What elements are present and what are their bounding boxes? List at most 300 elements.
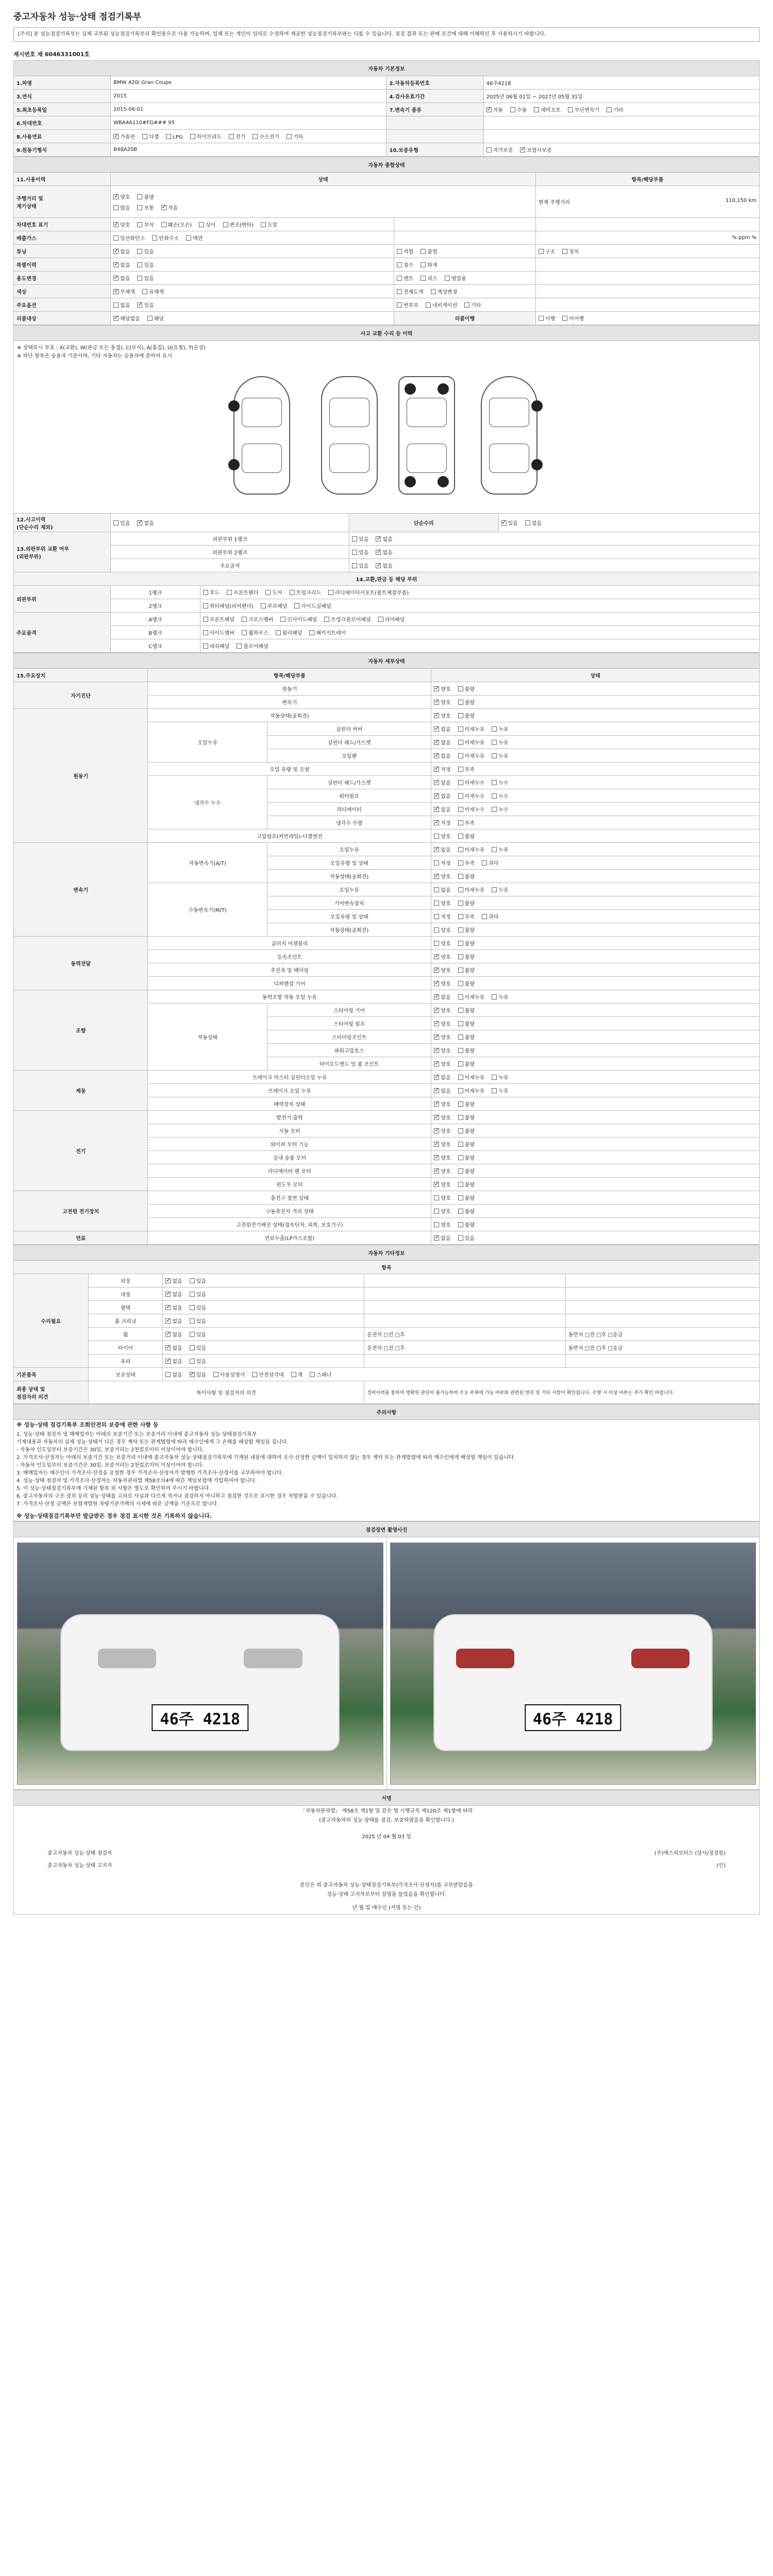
checkbox[interactable] [352,548,368,556]
checkbox[interactable] [223,221,254,228]
detail-row [14,1191,760,1205]
checkbox[interactable] [397,261,413,268]
checkbox-label: 양호 [441,1169,451,1175]
checkbox[interactable] [458,1060,475,1067]
detail-row [14,990,760,1004]
checkbox[interactable] [434,1167,450,1175]
checkbox[interactable] [492,725,508,733]
checkbox[interactable] [458,1020,475,1027]
checkbox-label: 누유 [498,1089,509,1094]
checkbox[interactable] [166,134,182,140]
checkbox[interactable] [137,204,154,211]
checkbox[interactable] [434,832,450,840]
checkbox[interactable] [458,805,485,813]
checkbox[interactable] [458,1100,475,1108]
rank-label: 2랭크 [111,599,200,613]
checkbox[interactable] [113,204,130,211]
checkbox[interactable] [165,1317,182,1325]
checkbox[interactable] [190,1357,206,1365]
checkbox-label: 양호 [441,714,451,719]
checkbox[interactable] [252,1370,283,1378]
checkbox[interactable] [464,301,481,309]
checkbox[interactable] [482,912,498,920]
checkbox[interactable] [203,615,234,623]
checkbox[interactable] [458,778,485,786]
checkbox[interactable] [568,106,599,113]
checkbox[interactable] [434,752,450,759]
checkbox[interactable] [434,765,450,773]
checkbox-label: 미세누수 [464,794,485,800]
checkbox[interactable] [324,615,371,623]
checkbox-label: 없음 [441,848,451,853]
checkbox-label: 양호 [441,1142,451,1148]
main-group-label: 주요골격 [14,613,111,653]
note-line: - 자동차 인도일부터 보증기간은 30일, 보증거리는 2천킬로미터 이상이어야 합니다. [16,1463,204,1468]
checkbox[interactable] [190,1317,206,1325]
checkbox[interactable] [190,1277,206,1284]
checkbox[interactable] [492,792,508,800]
simple-repair-label: 단순수리 [349,514,498,532]
checkbox[interactable] [434,966,450,974]
basic-label: 4.검사유효기간 [386,90,483,103]
checkbox[interactable] [458,1113,475,1121]
checkbox[interactable] [290,588,321,596]
checkbox[interactable] [161,204,178,211]
checkbox[interactable] [265,588,282,596]
checkbox[interactable] [397,247,413,255]
checkbox[interactable] [190,1370,206,1378]
checkbox[interactable] [137,221,154,228]
checkbox-label: 없음 [441,888,451,893]
checkbox[interactable] [482,859,498,867]
checkbox[interactable] [458,752,485,759]
checkbox[interactable] [421,261,437,268]
detail-group-label: 연료 [14,1231,148,1245]
confirm-line1: 본인은 위 중고자동차 성능·상태점검기록부(가격조사·산정서)를 교부받았음을 [300,1883,473,1888]
checkbox-label: 불법 [427,249,438,255]
checkbox[interactable] [458,1033,475,1041]
checkbox[interactable] [113,221,130,228]
checkbox[interactable] [237,642,268,650]
checkbox[interactable] [510,106,527,113]
detail-item-label: 고전원전기배선 상태(접속단자, 피복, 보호기구) [148,1218,431,1231]
checkbox[interactable] [229,132,245,140]
checkbox-label: 없음 [441,754,451,759]
checkbox[interactable] [458,1140,475,1148]
detail-state-table [13,653,760,1245]
checkbox[interactable] [458,1234,475,1242]
emission-units: % ppm % [732,235,757,241]
checkbox-label: 없음 [441,1075,451,1081]
checkbox[interactable] [152,234,179,242]
checkbox[interactable] [562,314,584,322]
basic-info-table [13,60,760,157]
checkbox[interactable] [276,629,303,636]
checkbox[interactable] [434,1006,450,1014]
checkbox[interactable] [434,939,450,947]
checkbox[interactable] [397,301,418,309]
checkbox[interactable] [310,1370,331,1378]
checkbox[interactable] [203,602,254,609]
checkbox[interactable] [113,301,130,309]
checkbox-label: 색상변경 [437,290,458,295]
checkbox[interactable] [113,261,130,268]
checkbox[interactable] [458,738,485,746]
checkbox[interactable] [426,301,457,309]
checkbox[interactable] [113,274,130,282]
checkbox-label: 적정 [441,861,451,867]
checkbox-label: 없음 [531,521,542,527]
rank-label: 1랭크 [111,586,200,599]
other-item-label: 타이어 [88,1341,163,1354]
checkbox[interactable] [434,1140,450,1148]
checkbox[interactable] [203,642,230,650]
checkbox[interactable] [142,132,159,140]
checkbox-label: 양호 [441,1129,451,1134]
checkbox[interactable] [458,1180,475,1188]
checkbox[interactable] [434,1180,450,1188]
checkbox-label: 있음 [196,1359,207,1365]
checkbox[interactable] [434,1194,450,1201]
detail-group-label: 변속기 [14,843,148,937]
checkbox-label: 전기 [236,134,246,140]
checkbox[interactable] [492,1073,508,1081]
checkbox[interactable] [458,725,485,733]
checkbox[interactable] [458,1087,485,1094]
checkbox-label: 잭 [297,1372,303,1378]
checkbox[interactable] [434,1154,450,1161]
side-detail: 운전석 □전 □후 [364,1341,566,1354]
checkbox[interactable] [421,274,437,282]
checkbox-label: 보험사보증 [527,148,552,154]
checkbox-label: 불량 [464,1102,475,1108]
checkbox[interactable] [458,1127,475,1134]
detail-item-label: 시동 모터 [148,1124,431,1138]
checkbox[interactable] [378,615,405,623]
checkbox-label: 양호 [441,1048,451,1054]
detail-item-label: 오일팬 [267,749,431,762]
mileage-note: 현재 주행거리 [538,200,570,206]
checkbox[interactable] [213,1370,245,1378]
checkbox-label: 프론트펜더 [233,590,259,596]
checkbox[interactable] [458,859,475,867]
header-item: 항목 [14,1261,760,1274]
detail-item-label: 작동상태(공회전) [148,709,431,722]
checkbox-label: 누수 [498,794,509,800]
other-item-label: 휠 [88,1328,163,1341]
checkbox-label: 대쉬패널 [209,644,230,650]
checkbox-label: 없음 [441,807,451,813]
checkbox[interactable] [458,926,475,934]
checkbox[interactable] [458,993,485,1001]
checkbox-label: 없음 [172,1332,182,1338]
outer-rank1-label: 외판부위 1랭크 [111,532,349,546]
checkbox-label: 불량 [464,1022,475,1027]
checkbox[interactable] [352,535,368,543]
checkbox[interactable] [137,301,154,309]
rear-plate: 46주 4218 [525,1704,621,1731]
checkbox-label: 누유 [498,848,509,853]
checkbox[interactable] [492,845,508,853]
checkbox[interactable] [434,899,450,907]
checkbox[interactable] [113,234,145,242]
checkbox-label: 있음 [359,550,369,556]
checkbox[interactable] [190,1344,206,1351]
checkbox-label: 불량 [464,1142,475,1148]
checkbox[interactable] [492,886,508,893]
checkbox[interactable] [539,314,555,322]
checkbox[interactable] [607,106,623,113]
checkbox[interactable] [458,1194,475,1201]
checkbox[interactable] [492,1087,508,1094]
checkbox[interactable] [434,845,450,853]
checkbox-label: 침수 [403,263,414,268]
checkbox[interactable] [328,588,409,596]
checkbox-label: 없음 [441,1089,451,1094]
checkbox-label: 불량 [464,1156,475,1161]
checkbox[interactable] [434,1046,450,1054]
checkbox[interactable] [137,193,154,200]
checkbox[interactable] [113,314,140,322]
sign-date: 2025 년 04 월 03 일 [362,1834,411,1840]
section-detail-state: 자동차 세부상태 [14,653,760,669]
mileage-label: 주행거리 및 계기상태 [14,186,111,218]
checkbox[interactable] [434,1221,450,1228]
detail-item-label: 원동기 [148,682,431,696]
checkbox[interactable] [190,1290,206,1298]
checkbox[interactable] [352,562,368,569]
checkbox-label: 부식 [144,223,154,228]
checkbox[interactable] [458,1073,485,1081]
detail-item-label: 실내 송풍 모터 [148,1151,431,1164]
checkbox[interactable] [458,966,475,974]
detail-item-label: 배력장치 상태 [148,1097,431,1111]
checkbox[interactable] [458,685,475,692]
checkbox[interactable] [434,1073,450,1081]
checkbox[interactable] [434,926,450,934]
checkbox[interactable] [458,792,485,800]
detail-item-label: 스티어링조인트 [267,1030,431,1044]
checkbox[interactable] [161,221,192,228]
checkbox-label: 미세누수 [464,807,485,813]
detail-item-label: 오일 유량 및 오염 [148,762,431,776]
checkbox[interactable] [165,1290,182,1298]
checkbox[interactable] [434,1127,450,1134]
checkbox[interactable] [165,1370,182,1378]
checkbox[interactable] [434,738,450,746]
checkbox-label: 누유 [498,754,509,759]
checkbox[interactable] [434,993,450,1001]
checkbox[interactable] [242,615,273,623]
checkbox[interactable] [525,519,542,527]
checkbox[interactable] [458,1167,475,1175]
detail-sub-label: 수동변속기(M/T) [148,883,267,937]
checkbox[interactable] [434,685,450,692]
checkbox[interactable] [434,979,450,987]
checkbox[interactable] [113,519,130,527]
checkbox[interactable] [445,274,466,282]
checkbox[interactable] [458,1154,475,1161]
detail-item-label: 클러치 어셈블리 [148,937,431,950]
checkbox[interactable] [397,274,413,282]
checkbox-label: 있음 [508,521,518,527]
checkbox[interactable] [434,872,450,880]
checkbox[interactable] [434,725,450,733]
inspection-report [13,7,760,2563]
checkbox-label: 양호 [120,223,130,228]
checkbox[interactable] [492,752,508,759]
checkbox[interactable] [486,106,503,113]
checkbox[interactable] [280,615,317,623]
checkbox[interactable] [458,939,475,947]
checkbox[interactable] [294,602,331,609]
header-usage-history: 11.사용이력 [14,173,111,186]
checkbox[interactable] [520,146,551,154]
checkbox[interactable] [539,247,555,255]
checkbox[interactable] [501,519,518,527]
checkbox-label: 쿼터패널(리어펜더) [209,604,254,609]
checkbox[interactable] [190,1330,206,1338]
checkbox[interactable] [434,1100,450,1108]
checkbox[interactable] [421,247,437,255]
checkbox[interactable] [458,819,475,826]
checkbox[interactable] [137,261,154,268]
checkbox[interactable] [199,221,215,228]
checkbox[interactable] [434,859,450,867]
checkbox[interactable] [261,602,288,609]
checkbox[interactable] [431,287,458,295]
detail-item-label: 라디에이터 팬 모터 [148,1164,431,1178]
checkbox[interactable] [434,1087,450,1094]
checkbox[interactable] [458,698,475,706]
checkbox[interactable] [458,832,475,840]
checkbox-label: 양호 [441,928,451,934]
checkbox[interactable] [165,1344,182,1351]
checkbox[interactable] [458,872,475,880]
checkbox[interactable] [434,819,450,826]
checkbox[interactable] [113,193,130,200]
checkbox[interactable] [434,792,450,800]
checkbox-label: 누수 [498,807,509,813]
checkbox[interactable] [458,899,475,907]
checkbox[interactable] [458,765,475,773]
checkbox-label: 미세누유 [464,1075,485,1081]
checkbox[interactable] [165,1277,182,1284]
basic-value: 46주4218 [483,76,759,90]
checkbox[interactable] [137,247,154,255]
checkbox[interactable] [287,132,303,140]
checkbox[interactable] [376,535,392,543]
checkbox[interactable] [261,221,277,228]
checkbox[interactable] [376,562,392,569]
checkbox[interactable] [291,1370,303,1378]
checkbox[interactable] [434,1020,450,1027]
checkbox[interactable] [486,146,513,154]
checkbox[interactable] [113,247,130,255]
checkbox[interactable] [434,1033,450,1041]
checkbox[interactable] [434,698,450,706]
checkbox[interactable] [458,711,475,719]
checkbox-label: 불량 [464,1008,475,1014]
checkbox[interactable] [242,629,268,636]
checkbox[interactable] [376,548,392,556]
checkbox-label: 무단변속기 [574,108,600,113]
checkbox[interactable] [142,287,164,295]
detail-row [14,1231,760,1245]
checkbox[interactable] [458,845,485,853]
other-item-label: 유리 [88,1354,163,1368]
checkbox[interactable] [492,778,508,786]
checkbox[interactable] [434,953,450,960]
checkbox[interactable] [113,287,135,295]
checkbox[interactable] [190,132,222,140]
detail-item-label: 오일유량 및 상태 [267,856,431,870]
checkbox[interactable] [434,1207,450,1215]
checkbox[interactable] [562,247,579,255]
checkbox[interactable] [434,778,450,786]
checkbox[interactable] [137,274,154,282]
checkbox[interactable] [492,805,508,813]
checkbox[interactable] [534,106,561,113]
checkbox[interactable] [434,1060,450,1067]
checkbox[interactable] [165,1303,182,1311]
checkbox-label: 인사이드패널 [287,617,317,623]
checkbox[interactable] [458,1207,475,1215]
detail-item-label: 변속기 [148,696,431,709]
checkbox[interactable] [458,953,475,960]
checkbox[interactable] [190,1303,206,1311]
checkbox[interactable] [434,711,450,719]
basic-label [386,130,483,143]
checkbox[interactable] [165,1357,182,1365]
checkbox-label: 불량 [464,1062,475,1067]
detail-row [14,1071,760,1084]
checkbox[interactable] [137,519,154,527]
checkbox[interactable] [458,1221,475,1228]
checkbox-label: 없음 [441,794,451,800]
rank-row [14,586,760,599]
checkbox[interactable] [458,1006,475,1014]
checkbox[interactable] [309,629,346,636]
checkbox[interactable] [397,287,424,295]
checkbox[interactable] [434,1113,450,1121]
checkbox[interactable] [434,886,450,893]
checkbox[interactable] [186,234,203,242]
checkbox[interactable] [147,314,164,322]
checkbox[interactable] [203,588,220,596]
checkbox[interactable] [458,1046,475,1054]
side-detail: 운전석 □전 □후 [364,1328,566,1341]
checkbox[interactable] [458,979,475,987]
checkbox[interactable] [165,1330,182,1338]
detail-item-label: 연료누출(LP가스포함) [148,1231,431,1245]
general-label: 특별이력 [14,258,111,272]
checkbox[interactable] [434,805,450,813]
checkbox[interactable] [434,1234,450,1242]
checkbox[interactable] [492,738,508,746]
checkbox-label: 없음 [441,727,451,733]
checkbox[interactable] [113,132,135,140]
checkbox[interactable] [492,993,508,1001]
general-row [14,258,760,272]
checkbox[interactable] [253,132,279,140]
checkbox[interactable] [458,912,475,920]
checkbox[interactable] [434,912,450,920]
detail-item-label: 워터펌프 [267,789,431,803]
checkbox[interactable] [203,629,234,636]
checkbox[interactable] [227,588,258,596]
checkbox[interactable] [458,886,485,893]
